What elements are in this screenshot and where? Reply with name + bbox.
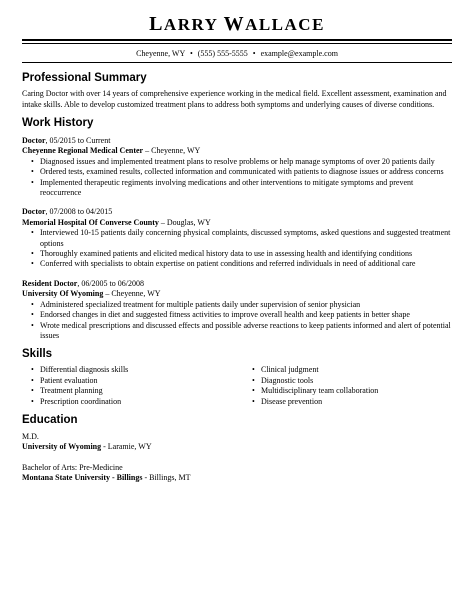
job-entry bbox=[22, 207, 452, 269]
job-dates: , 05/2015 to Current bbox=[45, 136, 111, 145]
skills-left-column bbox=[22, 365, 231, 407]
contact-email: example@example.com bbox=[260, 49, 338, 58]
skill-item: • Disease prevention bbox=[261, 397, 452, 407]
job-location: – Cheyenne, WY bbox=[103, 289, 161, 299]
skills-section bbox=[22, 347, 452, 407]
skill-item: • Diagnostic tools bbox=[261, 376, 452, 386]
work-history-section bbox=[22, 116, 452, 341]
job-bullet: • Wrote medical prescriptions and discussed effects and possible adverse reactions to keep patients informed and alert of potential issues bbox=[40, 321, 452, 342]
job-title-line bbox=[22, 207, 452, 217]
job-bullets bbox=[22, 157, 452, 199]
candidate-name: LARRY WALLACE bbox=[149, 13, 325, 35]
degree-line bbox=[22, 432, 452, 442]
job-title: Doctor bbox=[22, 136, 46, 145]
header-rule-thin bbox=[22, 43, 452, 44]
job-bullet: • Diagnosed issues and implemented treatment plans to resolve problems or help manage symptoms of over 20 patients daily bbox=[40, 157, 452, 167]
degree-field: : Pre-Medicine bbox=[74, 462, 123, 472]
job-title: Doctor bbox=[22, 207, 46, 217]
skill-item: • Prescription coordination bbox=[40, 397, 231, 407]
job-employer-line bbox=[22, 218, 452, 228]
school-line bbox=[22, 473, 452, 483]
skill-item: • Treatment planning bbox=[40, 386, 231, 396]
job-bullet: • Implemented therapeutic regiments involving medications and other interventions to mitigate symptoms and prevent reoccurrence bbox=[40, 178, 452, 199]
school-name: University of Wyoming bbox=[22, 442, 102, 452]
school-line bbox=[22, 442, 452, 452]
skills-columns bbox=[22, 365, 452, 407]
job-bullet: • Conferred with specialists to obtain expertise on patient conditions and referred individuals in need of additional care bbox=[40, 259, 452, 269]
job-list bbox=[22, 136, 452, 341]
job-title-line bbox=[22, 136, 452, 146]
summary-section bbox=[22, 71, 452, 110]
job-employer: Cheyenne Regional Medical Center bbox=[22, 146, 144, 156]
school-location: - Billings, MT bbox=[142, 473, 191, 483]
contact-phone: (555) 555-5555 bbox=[197, 49, 248, 58]
education-list bbox=[22, 432, 452, 484]
job-employer: Memorial Hospital Of Converse County bbox=[22, 217, 159, 227]
skills-right-column bbox=[231, 365, 452, 407]
skill-item: • Differential diagnosis skills bbox=[40, 365, 231, 375]
education-section bbox=[22, 413, 452, 484]
work-history-heading: Work History bbox=[22, 117, 94, 129]
education-heading: Education bbox=[22, 413, 78, 426]
contact-rule bbox=[22, 62, 452, 63]
skills-heading: Skills bbox=[22, 348, 53, 361]
skill-item: • Patient evaluation bbox=[40, 376, 231, 386]
degree-name: M.D. bbox=[22, 431, 39, 441]
job-dates: , 07/2008 to 04/2015 bbox=[45, 207, 113, 217]
degree-name: Bachelor of Arts bbox=[22, 462, 75, 472]
job-title-line bbox=[22, 279, 452, 289]
contact-separator: • bbox=[252, 49, 256, 58]
summary-text: Caring Doctor with over 14 years of comprehensive experience working in the medical field. Excellent assessment, examination and intake skills. Able to develop customized treatment plans to address both symptoms and underlying causes of diverse conditions. bbox=[22, 89, 447, 109]
job-employer-line bbox=[22, 289, 452, 299]
job-bullets bbox=[22, 228, 452, 270]
job-location: – Douglas, WY bbox=[158, 217, 211, 227]
degree-line bbox=[22, 463, 452, 473]
job-bullets bbox=[22, 300, 452, 342]
job-entry bbox=[22, 136, 452, 198]
job-employer-line bbox=[22, 146, 452, 156]
contact-city: Cheyenne, WY bbox=[136, 49, 185, 58]
school-location: - Laramie, WY bbox=[101, 442, 152, 452]
job-location: – Cheyenne, WY bbox=[143, 146, 201, 156]
header-rule bbox=[22, 39, 452, 41]
job-entry bbox=[22, 279, 452, 341]
school-name: Montana State University - Billings bbox=[22, 473, 143, 483]
job-bullet: • Ordered tests, examined results, collected information and communicated with patients to diagnose issues or address concerns bbox=[40, 167, 452, 177]
contact-separator: • bbox=[189, 49, 193, 58]
skill-item: • Multidisciplinary team collaboration bbox=[261, 386, 452, 396]
summary-heading: Professional Summary bbox=[22, 72, 147, 84]
job-dates: , 06/2005 to 06/2008 bbox=[77, 278, 144, 288]
contact-line bbox=[22, 48, 452, 59]
job-bullet: • Administered specialized treatment for multiple patients daily under supervision of senior physician bbox=[40, 300, 452, 310]
job-bullet: • Thoroughly examined patients and elicited medical history data to use in assessing health and identifying conditions bbox=[40, 249, 452, 259]
education-entry bbox=[22, 432, 452, 453]
job-employer: University Of Wyoming bbox=[22, 289, 104, 299]
skill-item: • Clinical judgment bbox=[261, 365, 452, 375]
job-bullet: • Endorsed changes in diet and suggested fitness activities to improve overall health and keep patients in better shape bbox=[40, 310, 452, 320]
job-title: Resident Doctor bbox=[22, 278, 78, 288]
job-bullet: • Interviewed 10-15 patients daily concerning physical complaints, discussed symptoms, asked questions and suggested treatment options bbox=[40, 228, 452, 249]
education-entry bbox=[22, 463, 452, 484]
